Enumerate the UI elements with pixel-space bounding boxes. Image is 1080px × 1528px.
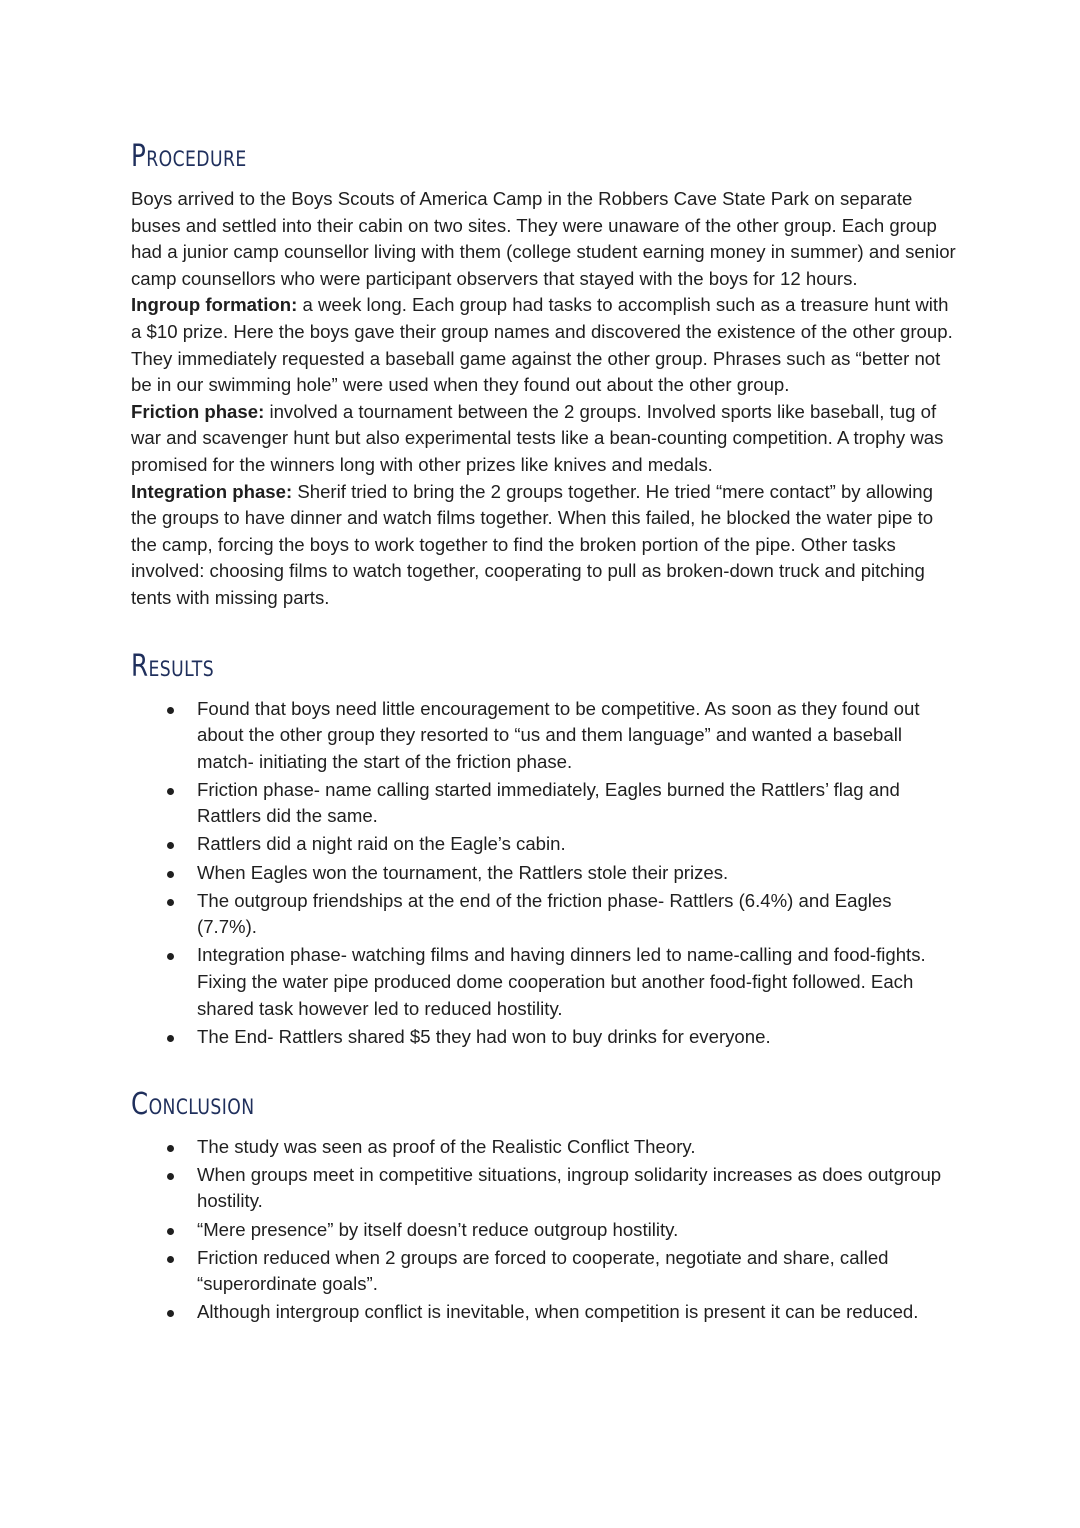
bullet-icon bbox=[167, 1256, 174, 1263]
conclusion-item bbox=[167, 1134, 956, 1161]
conclusion-heading: Conclusion bbox=[131, 1086, 255, 1122]
conclusion-item-text: When groups meet in competitive situations, ingroup solidarity increases as does outgroup hostility. bbox=[197, 1163, 942, 1212]
conclusion-item-text: Friction reduced when 2 groups are forced to cooperate, negotiate and share, called “superordinate goals”. bbox=[197, 1246, 889, 1295]
conclusion-item-text: The study was seen as proof of the Realistic Conflict Theory. bbox=[197, 1135, 696, 1157]
results-list bbox=[131, 696, 956, 1051]
friction-phase-text: involved a tournament between the 2 groups. Involved sports like baseball, tug of war and scavenger hunt but also experimental tests like a bean-counting competition. A trophy was promised for the winners long with other prizes like knives and medals. bbox=[131, 400, 944, 475]
document-page bbox=[131, 140, 956, 1327]
results-item-text: Rattlers did a night raid on the Eagle’s cabin. bbox=[197, 833, 566, 855]
bullet-icon bbox=[167, 1228, 174, 1235]
ingroup-formation-label: Ingroup formation: bbox=[131, 294, 298, 316]
integration-phase-paragraph bbox=[131, 479, 956, 612]
bullet-icon bbox=[167, 953, 174, 960]
results-item-text: The End- Rattlers shared $5 they had won to buy drinks for everyone. bbox=[197, 1025, 771, 1047]
results-item bbox=[167, 1024, 956, 1051]
bullet-icon bbox=[167, 1145, 174, 1152]
results-item bbox=[167, 831, 956, 858]
bullet-icon bbox=[167, 788, 174, 795]
bullet-icon bbox=[167, 1035, 174, 1042]
procedure-intro: Boys arrived to the Boys Scouts of America Camp in the Robbers Cave State Park on separate buses and settled into their cabin on two sites. They were unaware of the other group. Each group had a junior camp counsellor living with them (college student earning money in summer) and senior camp counsellors who were participant observers that stayed with the boys for 12 hours. bbox=[131, 188, 956, 289]
results-heading: Results bbox=[131, 648, 215, 684]
results-item-text: Integration phase- watching films and having dinners led to name-calling and food-fights. Fixing the water pipe produced dome cooperation but another food-fight followed. Each shared task however led to reduced hostility. bbox=[197, 944, 926, 1019]
friction-phase-paragraph bbox=[131, 399, 956, 479]
integration-phase-text: Sherif tried to bring the 2 groups together. He tried “mere contact” by allowing the groups to have dinner and watch films together. When this failed, he blocked the water pipe to the camp, forcing the boys to work together to find the broken portion of the pipe. Other tasks involved: choosing films to watch together, cooperating to pull as broken-down truck and pitching tents with missing parts. bbox=[131, 480, 934, 608]
results-item-text: Found that boys need little encouragement to be competitive. As soon as they found out about the other group they resorted to “us and them language” and wanted a baseball match- initiating the start of the friction phase. bbox=[197, 697, 920, 772]
results-item bbox=[167, 777, 956, 830]
conclusion-item-text: Although intergroup conflict is inevitable, when competition is present it can be reduced. bbox=[197, 1301, 919, 1323]
bullet-icon bbox=[167, 842, 174, 849]
results-item bbox=[167, 942, 956, 1022]
ingroup-formation-text: a week long. Each group had tasks to accomplish such as a treasure hunt with a $10 prize. Here the boys gave their group names and discovered the existence of the other group. They immediately requested a baseball game against the other group. Phrases such as “better not be in our swimming hole” were used when they found out about the other group. bbox=[131, 294, 953, 396]
integration-phase-label: Integration phase: bbox=[131, 480, 293, 502]
bullet-icon bbox=[167, 1173, 174, 1180]
conclusion-item-text: “Mere presence” by itself doesn’t reduce outgroup hostility. bbox=[197, 1218, 679, 1240]
results-item bbox=[167, 860, 956, 887]
procedure-section bbox=[131, 140, 956, 612]
friction-phase-label: Friction phase: bbox=[131, 400, 265, 422]
ingroup-formation-paragraph bbox=[131, 292, 956, 398]
conclusion-item bbox=[167, 1217, 956, 1244]
bullet-icon bbox=[167, 707, 174, 714]
conclusion-item bbox=[167, 1162, 956, 1215]
conclusion-item bbox=[167, 1245, 956, 1298]
results-item-text: Friction phase- name calling started immediately, Eagles burned the Rattlers’ flag and Rattlers did the same. bbox=[197, 778, 900, 827]
procedure-heading: Procedure bbox=[131, 139, 247, 174]
results-item bbox=[167, 696, 956, 776]
conclusion-item bbox=[167, 1299, 956, 1326]
bullet-icon bbox=[167, 899, 174, 906]
results-section bbox=[131, 650, 956, 1051]
conclusion-list bbox=[131, 1134, 956, 1326]
results-item-text: The outgroup friendships at the end of the friction phase- Rattlers (6.4%) and Eagles (7.7%). bbox=[197, 889, 892, 938]
results-item bbox=[167, 888, 956, 941]
results-item-text: When Eagles won the tournament, the Rattlers stole their prizes. bbox=[197, 861, 729, 883]
conclusion-section bbox=[131, 1088, 956, 1326]
bullet-icon bbox=[167, 1310, 174, 1317]
bullet-icon bbox=[167, 871, 174, 878]
